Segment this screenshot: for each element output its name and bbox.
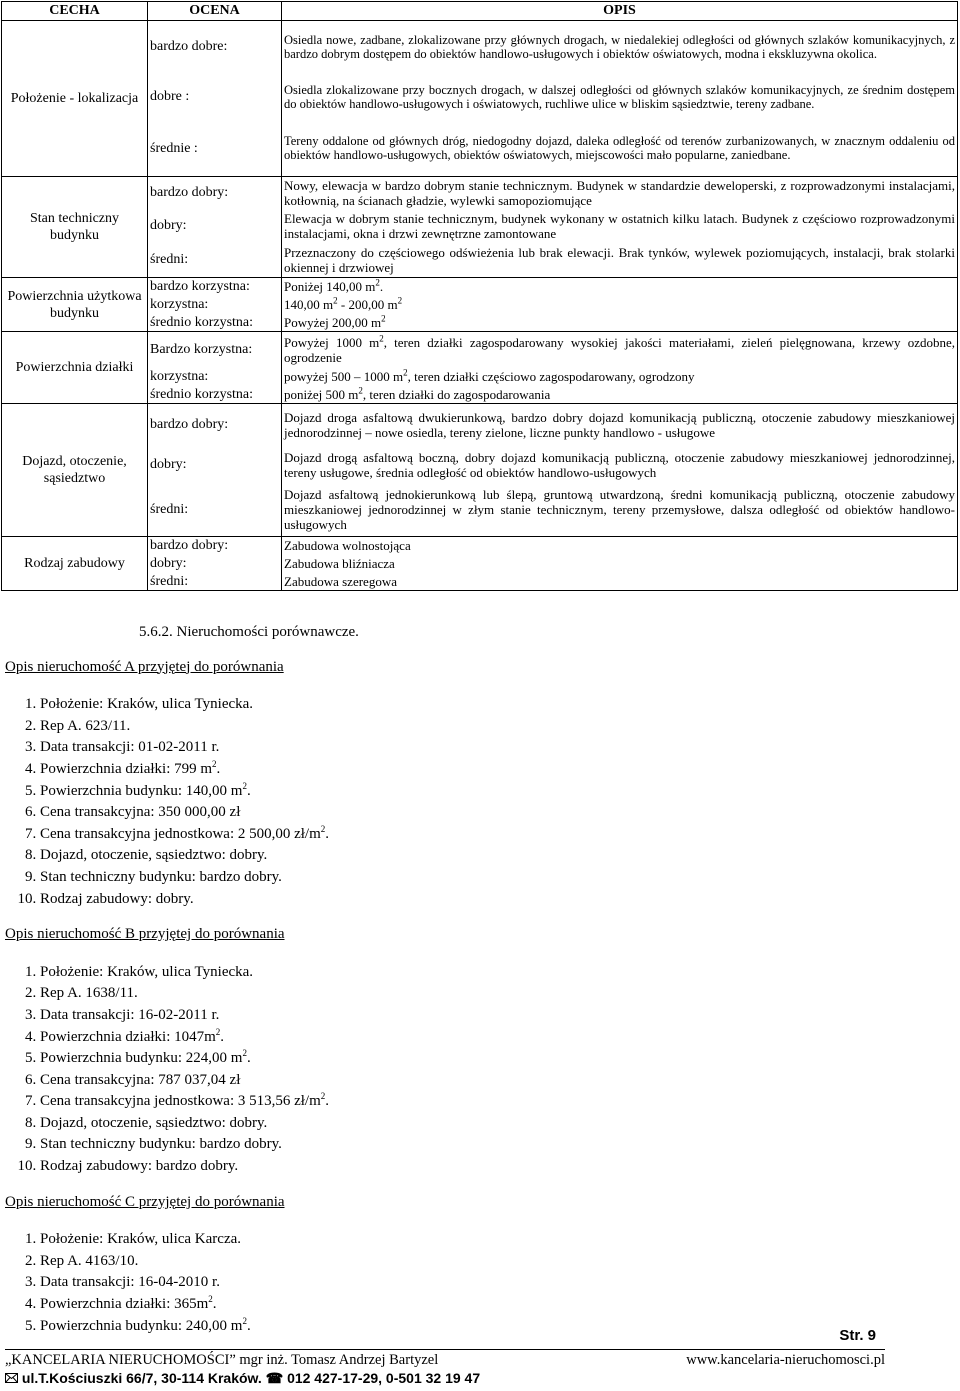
feature-name: Stan techniczny budynku	[2, 177, 148, 278]
feature-name: Dojazd, otoczenie, sąsiedztwo	[2, 404, 148, 537]
table-row	[2, 404, 958, 446]
rating-description: Elewacja w dobrym stanie technicznym, budynek wykonany w ostatnich kilku latach. Budynek z częściowo rozprowadzonymi instalacjami, okna i drzwi zewnętrzne zamontowane	[282, 209, 958, 243]
list-item: 2. Rep A. 623/11.	[40, 716, 955, 738]
rating-description: Przeznaczony do częściowego odświeżenia lub brak elewacji. Brak tynków, wylewek poziomujących, instalacji, brak stolarki okiennej i drzwiowej	[282, 243, 958, 278]
page-number: Str. 9	[839, 1327, 876, 1344]
rating-description: Osiedla nowe, zadbane, zlokalizowane przy głównych drogach, w niedalekiej odległości od głównych szlaków komunikacyjnych, z bardzo dobrym dostępem do obiektów handlowo-usługowych i obiektów oświatowych, modna i ekskluzywna okolica.	[282, 21, 958, 73]
list-item: 2. Rep A. 4163/10.	[40, 1251, 955, 1273]
property-b-title: Opis nieruchomość B przyjętej do porównania	[5, 926, 285, 943]
list-item: 1. Położenie: Kraków, ulica Tyniecka.	[40, 694, 955, 716]
list-item: 7. Cena transakcyjna jednostkowa: 3 513,56 $zł/m^2$.	[40, 1091, 955, 1113]
rating-label: średni:	[148, 243, 282, 278]
list-item: 3. Data transakcji: 16-04-2010 r.	[40, 1272, 955, 1294]
rating-description: Powyżej 1000 $m^2$, teren działki zagospodarowany wysokiej jakości materiałami, zieleń pielęgnowana, krzewy ozdobne, ogrodzenie	[282, 332, 958, 368]
property-c-list	[5, 1229, 955, 1337]
footer-phone: 012 427-17-29, 0-501 32 19 47	[287, 1370, 481, 1386]
footer-divider	[5, 1349, 885, 1350]
rating-label: średni:	[148, 573, 282, 591]
list-item: 5. Powierzchnia budynku: 240,00 $m^2$.	[40, 1316, 955, 1338]
rating-description: poniżej 500 $m^2$, teren działki do zagospodarowania	[282, 386, 958, 404]
property-a-list	[5, 694, 955, 910]
list-item: 8. Dojazd, otoczenie, sąsiedztwo: dobry.	[40, 845, 955, 867]
rating-description: Dojazd drogą asfaltową boczną, dobry dojazd komunikacją publiczną, otoczenie zabudowy mieszkaniowej jednorodzinnej, tereny usługowe, średnia odległość od obiektów handlowo-usługowych	[282, 446, 958, 484]
list-item: 10. Rodzaj zabudowy: bardzo dobry.	[40, 1156, 955, 1178]
rating-description: 140,00 $m^2 - 200,00$ $m^2$	[282, 296, 958, 314]
rating-label: średnio korzystna:	[148, 386, 282, 404]
list-item: 9. Stan techniczny budynku: bardzo dobry.	[40, 867, 955, 889]
rating-description: Zabudowa szeregowa	[282, 573, 958, 591]
header-ocena: OCENA	[148, 2, 282, 21]
rating-label: dobry:	[148, 555, 282, 573]
footer-company: „KANCELARIA NIERUCHOMOŚCI” mgr inż. Tomasz Andrzej Bartyzel	[5, 1352, 439, 1368]
header-opis: OPIS	[282, 2, 958, 21]
table-header-row	[2, 2, 958, 21]
rating-label: średni:	[148, 484, 282, 537]
table-row	[2, 177, 958, 209]
list-item: 7. Cena transakcyjna jednostkowa: 2 500,00 $zł/m^2$.	[40, 824, 955, 846]
rating-label: średnie :	[148, 121, 282, 177]
list-item: 6. Cena transakcyjna: 787 037,04 zł	[40, 1070, 955, 1092]
table-row	[2, 537, 958, 555]
rating-description: Dojazd droga asfaltową dwukierunkową, bardzo dobry dojazd komunikacją publiczną, otoczenie zabudowy mieszkaniowej jednorodzinnej – nowe osiedla, tereny zielone, liczne punkty handlowo - usługowe	[282, 404, 958, 446]
rating-label: bardzo dobry:	[148, 177, 282, 209]
footer-website[interactable]: www.kancelaria-nieruchomosci.pl	[686, 1352, 885, 1368]
list-item: 5. Powierzchnia budynku: 140,00 $m^2$.	[40, 781, 955, 803]
rating-description: Tereny oddalone od głównych dróg, niedogodny dojazd, daleka odległość od terenów zurbanizowanych, w znacznym oddaleniu od obiektów handlowo-usługowych, obiektów oświatowych, miejscowości mało popularne, zaniedbane.	[282, 121, 958, 177]
rating-description: Osiedla zlokalizowane przy bocznych drogach, w dalszej odległości od głównych szlaków komunikacyjnych, ze średnim dostępem do obiektów handlowo-usługowych i oświatowych, ruchliwe ulice w bliskim sąsiedztwie, tereny zadbane.	[282, 73, 958, 121]
rating-description: Zabudowa wolnostojąca	[282, 537, 958, 555]
valuation-criteria-table	[1, 1, 958, 591]
list-item: 1. Położenie: Kraków, ulica Karcza.	[40, 1229, 955, 1251]
table-row	[2, 21, 958, 73]
list-item: 1. Położenie: Kraków, ulica Tyniecka.	[40, 962, 955, 984]
property-c-title: Opis nieruchomość C przyjętej do porównania	[5, 1193, 285, 1210]
rating-description: Poniżej 140,00 $m^2$.	[282, 278, 958, 296]
table-row	[2, 332, 958, 368]
feature-name: Położenie - lokalizacja	[2, 21, 148, 177]
footer-address: ul.T.Kościuszki 66/7, 30-114 Kraków.	[21, 1370, 262, 1386]
rating-label: bardzo korzystna:	[148, 278, 282, 296]
rating-label: dobry:	[148, 446, 282, 484]
list-item: 4. Powierzchnia działki: $1047m^2$.	[40, 1027, 955, 1049]
property-b-list	[5, 962, 955, 1178]
rating-label: średnio korzystna:	[148, 314, 282, 332]
rating-label: korzystna:	[148, 368, 282, 386]
list-item: 6. Cena transakcyjna: 350 000,00 zł	[40, 802, 955, 824]
comparable-properties-section	[5, 622, 955, 1351]
rating-label: korzystna:	[148, 296, 282, 314]
list-item: 3. Data transakcji: 01-02-2011 r.	[40, 737, 955, 759]
rating-label: Bardzo korzystna:	[148, 332, 282, 368]
list-item: 8. Dojazd, otoczenie, sąsiedztwo: dobry.	[40, 1113, 955, 1135]
section-heading: 5.6.2. Nieruchomości porównawcze.	[139, 624, 359, 640]
header-cecha: CECHA	[2, 2, 148, 21]
property-a-title: Opis nieruchomość A przyjętej do porównania	[5, 658, 284, 675]
phone-icon: ☎	[265, 1370, 284, 1386]
list-item: 10. Rodzaj zabudowy: dobry.	[40, 889, 955, 911]
rating-label: bardzo dobry:	[148, 404, 282, 446]
list-item: 5. Powierzchnia budynku: 224,00 $m^2$.	[40, 1048, 955, 1070]
rating-description: Zabudowa bliźniacza	[282, 555, 958, 573]
rating-description: Dojazd asfaltową jednokierunkową lub ślepą, gruntową utwardzoną, średni komunikacją publiczną, otoczenie zabudowy mieszkaniowej jednorodzinnej w złym stanie technicznym, tereny przemysłowe, dalsza odległość od obiektów handlowo-usługowych	[282, 484, 958, 537]
list-item: 2. Rep A. 1638/11.	[40, 983, 955, 1005]
feature-name: Rodzaj zabudowy	[2, 537, 148, 591]
rating-label: dobry:	[148, 209, 282, 243]
table-row	[2, 278, 958, 296]
rating-description: Nowy, elewacja w bardzo dobrym stanie technicznym. Budynek w standardzie deweloperski, z rozprowadzonymi instalacjami, kotłownią, na ścianach gładzie, wylewki samopoziomujące	[282, 177, 958, 209]
rating-label: dobre :	[148, 73, 282, 121]
list-item: 4. Powierzchnia działki: $365m^2$.	[40, 1294, 955, 1316]
list-item: 3. Data transakcji: 16-02-2011 r.	[40, 1005, 955, 1027]
feature-name: Powierzchnia użytkowa budynku	[2, 278, 148, 332]
page-footer	[5, 1351, 885, 1387]
envelope-icon	[5, 1370, 22, 1386]
rating-label: bardzo dobry:	[148, 537, 282, 555]
rating-description: Powyżej 200,00 $m^2$	[282, 314, 958, 332]
rating-label: bardzo dobre:	[148, 21, 282, 73]
list-item: 4. Powierzchnia działki: 799 $m^2$.	[40, 759, 955, 781]
rating-description: powyżej 500 – 1000 $m^2$, teren działki częściowo zagospodarowany, ogrodzony	[282, 368, 958, 386]
feature-name: Powierzchnia działki	[2, 332, 148, 404]
list-item: 9. Stan techniczny budynku: bardzo dobry.	[40, 1134, 955, 1156]
